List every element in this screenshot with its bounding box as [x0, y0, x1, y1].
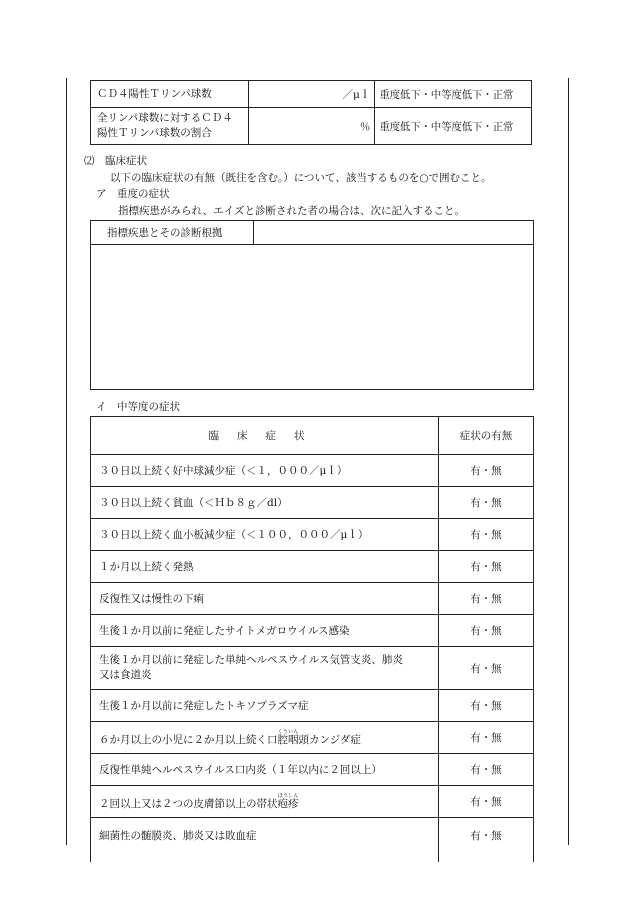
presence-choice[interactable]: 有・無: [439, 519, 534, 551]
table-row: [91, 786, 534, 818]
symptom-label: 細菌性の髄膜炎、肺炎又は敗血症: [91, 818, 439, 863]
presence-choice[interactable]: 有・無: [439, 818, 534, 863]
furigana-ku: 腔くう: [277, 728, 288, 746]
indicator-disease-header-field[interactable]: [254, 221, 534, 245]
table-row: [91, 690, 534, 722]
page-frame-right-line: [568, 78, 569, 845]
symptom-label-post: 頭カンジダ症: [298, 733, 361, 746]
symptom-label: ３０日以上続く血小板減少症（＜１００，０００／μｌ）: [91, 519, 439, 551]
cd4-table: [90, 80, 532, 145]
table-row: [91, 754, 534, 786]
moderate-symptoms-table: [90, 416, 534, 862]
subsection-i-heading: イ 中等度の症状: [96, 401, 180, 413]
symptom-label-line1: 生後１か月以前に発症した単純ヘルペスウイルス気管支炎、肺炎: [99, 654, 403, 666]
symptoms-header-clinical: 臨床症状: [91, 417, 439, 455]
symptom-label: ３０日以上続く貧血（＜Ｈｂ８ｇ／dl）: [91, 487, 439, 519]
presence-choice[interactable]: 有・無: [439, 786, 534, 818]
presence-choice[interactable]: 有・無: [439, 455, 534, 487]
table-row: [91, 519, 534, 551]
symptom-label-line2: 又は食道炎: [99, 669, 152, 681]
table-row: [91, 551, 534, 583]
symptom-label: 反復性単純ヘルペスウイルス口内炎（１年以内に２回以上）: [91, 754, 439, 786]
furigana-shin: 疹しん: [288, 792, 299, 810]
cd4-ratio-label: [91, 108, 249, 145]
symptom-label: 反復性又は慢性の下痢: [91, 583, 439, 615]
symptom-label: １か月以上続く発熱: [91, 551, 439, 583]
symptom-label: 生後１か月以前に発症したサイトメガロウイルス感染: [91, 615, 439, 647]
cd4-ratio-label-line1: 全リンパ球数に対するＣＤ４: [97, 112, 233, 124]
cd4-ratio-label-line2: 陽性Ｔリンパ球数の割合: [97, 127, 212, 139]
symptom-label-pre: ６か月以上の小児に２か月以上続く口: [99, 733, 278, 746]
indicator-disease-header: 指標疾患とその診断根拠: [91, 221, 254, 245]
presence-choice[interactable]: 有・無: [439, 583, 534, 615]
table-row: [91, 615, 534, 647]
cd4-ratio-row: [91, 108, 532, 145]
table-row: [91, 583, 534, 615]
presence-choice[interactable]: 有・無: [439, 722, 534, 754]
symptom-label-pre: ２回以上又は２つの皮膚節以上の帯状: [99, 797, 278, 810]
symptom-label: [91, 786, 439, 818]
section-2-heading: ⑵ 臨床症状: [84, 155, 147, 167]
page-frame-left-line: [66, 78, 67, 845]
cd4-count-options[interactable]: 重度低下・中等度低下・正常: [375, 81, 532, 108]
symptom-label: [91, 722, 439, 754]
indicator-disease-entry-area[interactable]: [91, 245, 534, 390]
table-row: [91, 487, 534, 519]
presence-choice[interactable]: 有・無: [439, 754, 534, 786]
cd4-count-label: ＣＤ４陽性Ｔリンパ球数: [91, 81, 249, 108]
subsection-a-heading: ア 重度の症状: [96, 188, 170, 200]
symptoms-header-presence: 症状の有無: [439, 417, 534, 455]
presence-choice[interactable]: 有・無: [439, 615, 534, 647]
cd4-count-row: [91, 81, 532, 108]
symptom-label: [91, 647, 439, 690]
cd4-ratio-options[interactable]: 重度低下・中等度低下・正常: [375, 108, 532, 145]
furigana-in: 咽いん: [288, 728, 299, 746]
section-2-instruction: 以下の臨床症状の有無（既往を含む。）について、該当するものを○で囲むこと。: [110, 172, 492, 184]
cd4-ratio-unit[interactable]: ％: [248, 108, 375, 145]
indicator-disease-table: [90, 220, 534, 390]
table-row: [91, 647, 534, 690]
furigana-hou: 疱ほう: [277, 792, 288, 810]
presence-choice[interactable]: 有・無: [439, 690, 534, 722]
subsection-a-instruction: 指標疾患がみられ、エイズと診断された者の場合は、次に記入すること。: [118, 205, 466, 217]
table-row: [91, 722, 534, 754]
cd4-count-unit[interactable]: ／μｌ: [248, 81, 375, 108]
presence-choice[interactable]: 有・無: [439, 647, 534, 690]
symptom-label: 生後１か月以前に発症したトキソプラズマ症: [91, 690, 439, 722]
symptoms-header-row: [91, 417, 534, 455]
presence-choice[interactable]: 有・無: [439, 487, 534, 519]
table-row: [91, 818, 534, 863]
symptom-label: ３０日以上続く好中球減少症（＜１，０００／μｌ）: [91, 455, 439, 487]
table-row: [91, 455, 534, 487]
presence-choice[interactable]: 有・無: [439, 551, 534, 583]
